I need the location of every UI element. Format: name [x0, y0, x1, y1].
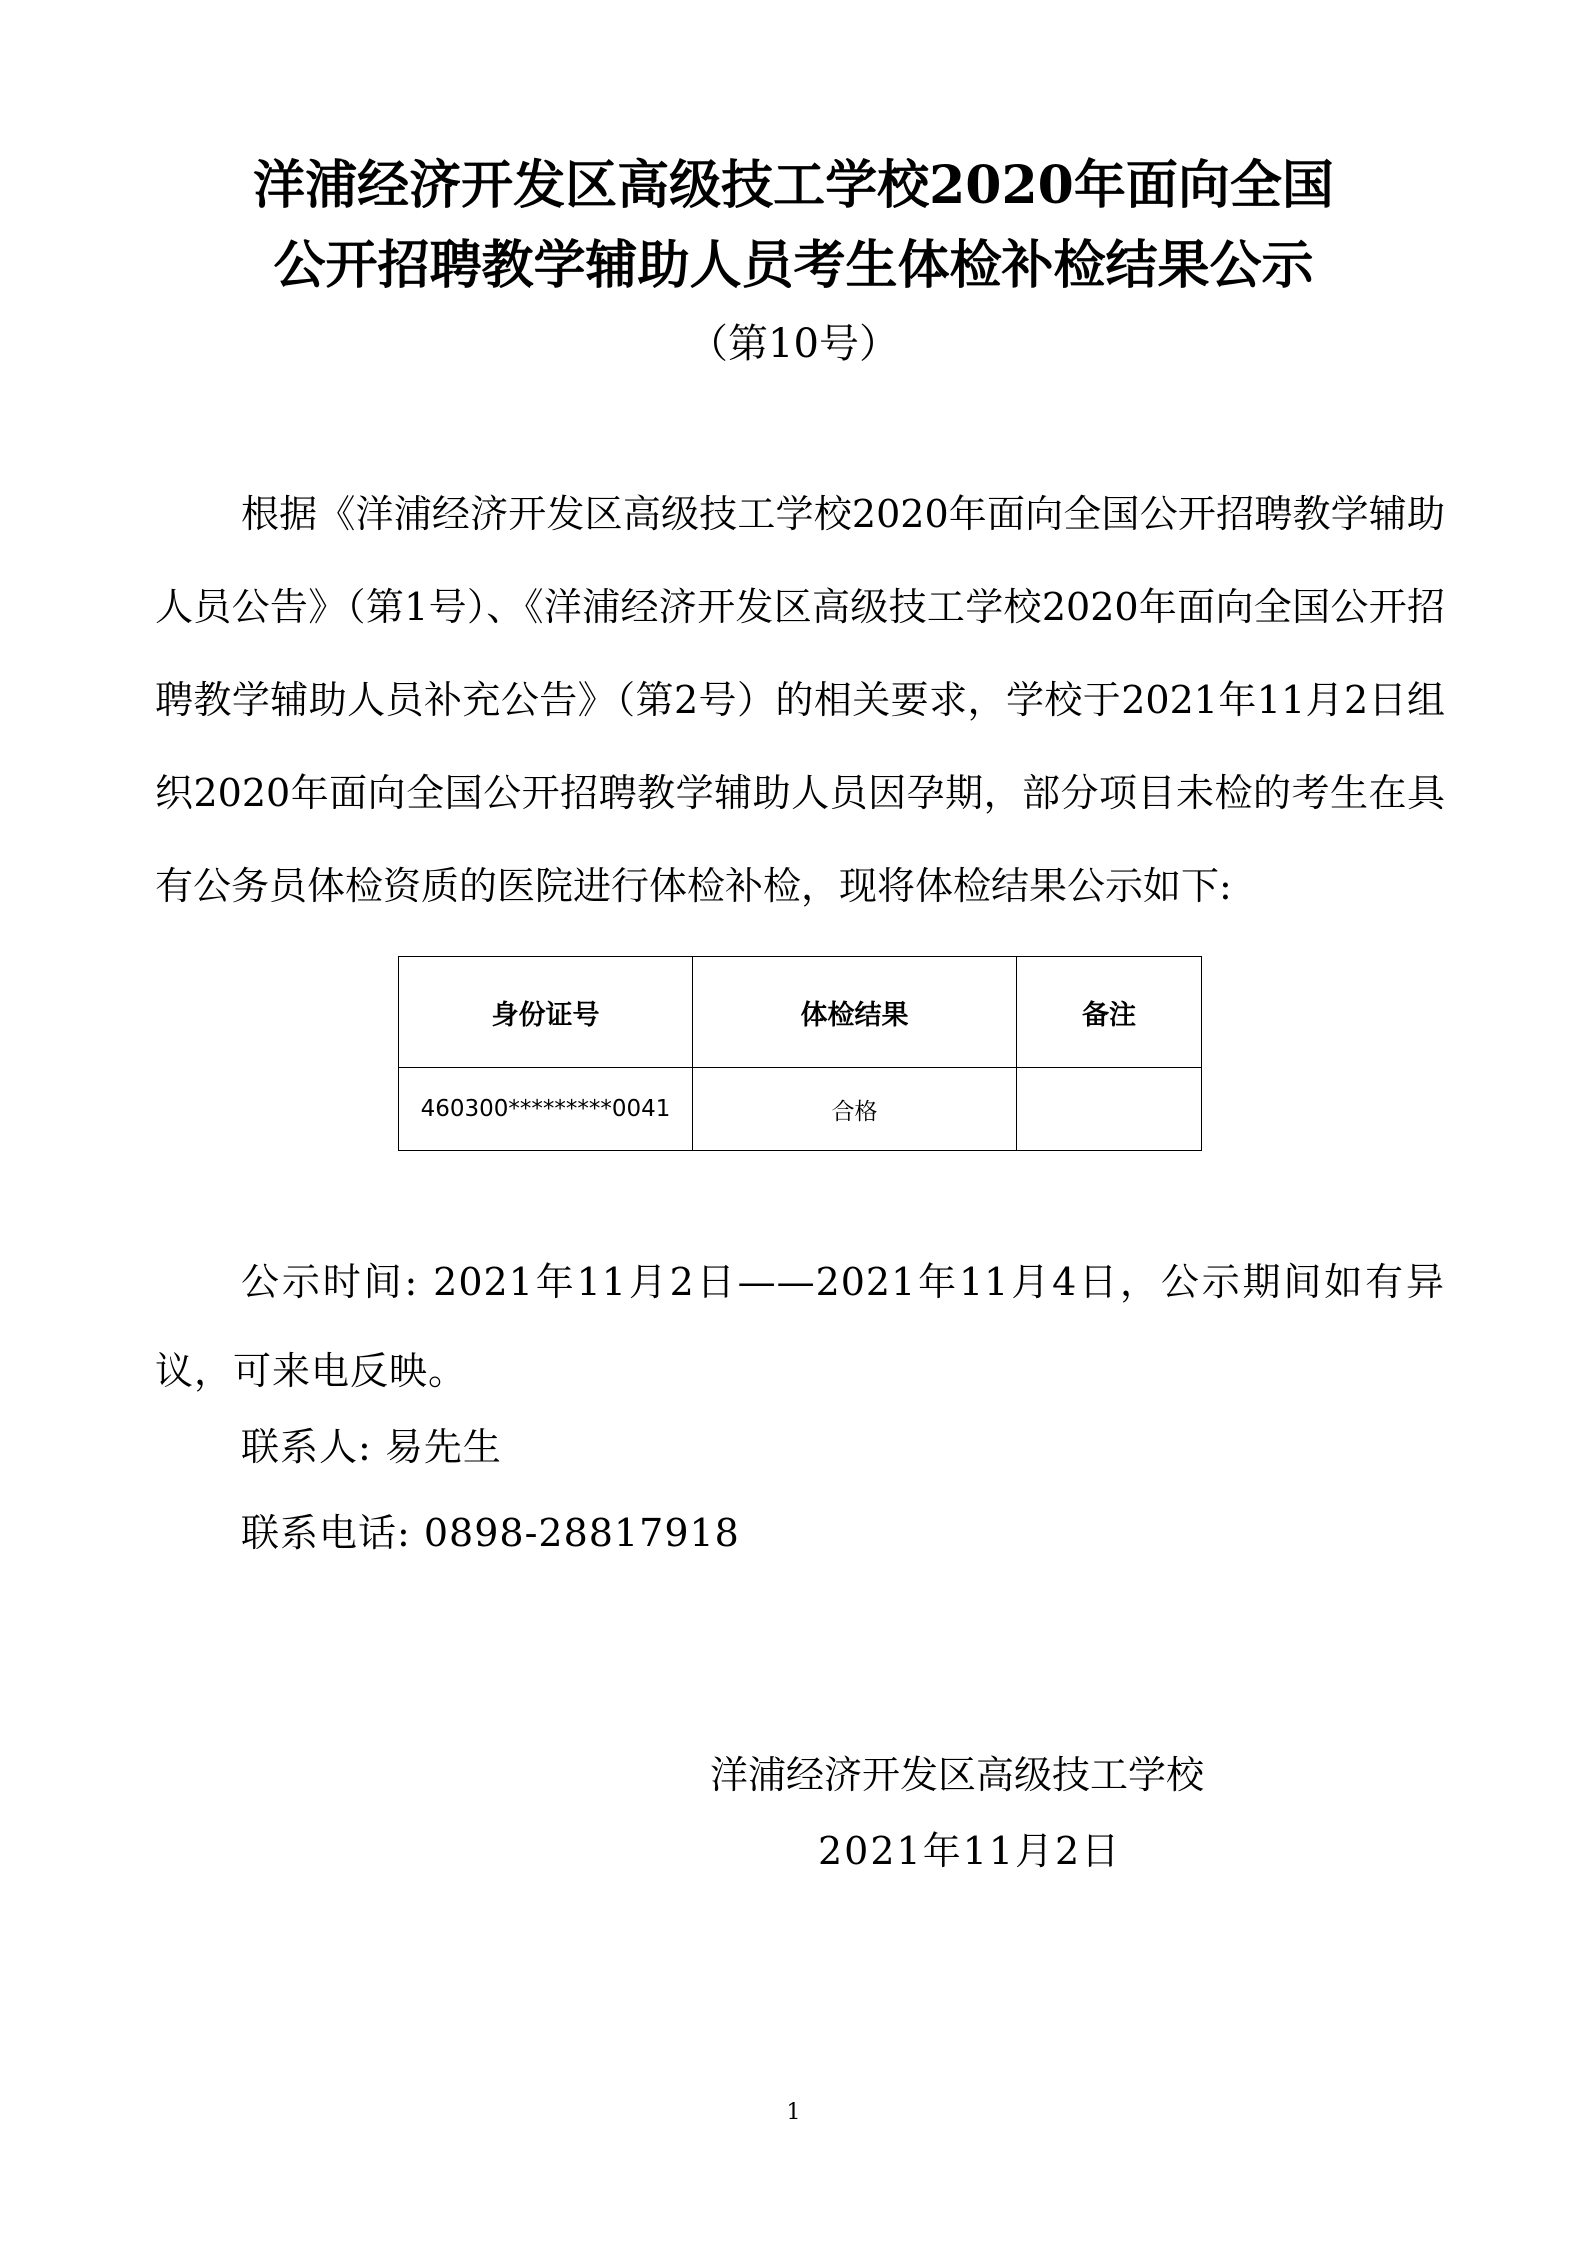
contact-person: 联系人: 易先生 — [241, 1425, 502, 1469]
page-number: 1 — [786, 2100, 801, 2125]
table-header-id: 身份证号 — [399, 957, 693, 1068]
notice-period-paragraph: 公示时间: 2021年11月2日——2021年11月4日，公示期间如有异议，可来电反映。 — [155, 1260, 1445, 1393]
table-header-row — [399, 957, 1202, 1068]
table-row — [399, 1068, 1202, 1151]
signature-date: 2021年11月2日 — [818, 1829, 1122, 1873]
signature-organization: 洋浦经济开发区高级技工学校 — [710, 1753, 1205, 1797]
cell-note — [1017, 1068, 1202, 1151]
table-header-note: 备注 — [1017, 957, 1202, 1068]
contact-phone: 联系电话: 0898-28817918 — [241, 1511, 740, 1555]
table-header-result: 体检结果 — [693, 957, 1017, 1068]
document-number: （第10号） — [688, 321, 899, 367]
cell-id-number: 460300*********0041 — [399, 1068, 693, 1151]
exam-result-table — [398, 956, 1202, 1151]
intro-paragraph: 根据《洋浦经济开发区高级技工学校2020年面向全国公开招聘教学辅助人员公告》（第1号）、《洋浦经济开发区高级技工学校2020年面向全国公开招聘教学辅助人员补充公告》（第2号）的相关要求，学校于2021年11月2日组织2020年面向全国公开招聘教学辅助人员因孕期，部分项目未检的考生在具有公务员体检资质的医院进行体检补检，现将体检结果公示如下: — [155, 492, 1445, 908]
document-title-line2: 公开招聘教学辅助人员考生体检补检结果公示 — [273, 235, 1314, 296]
cell-result: 合格 — [693, 1068, 1017, 1151]
document-title-line1: 洋浦经济开发区高级技工学校2020年面向全国 — [253, 155, 1334, 216]
